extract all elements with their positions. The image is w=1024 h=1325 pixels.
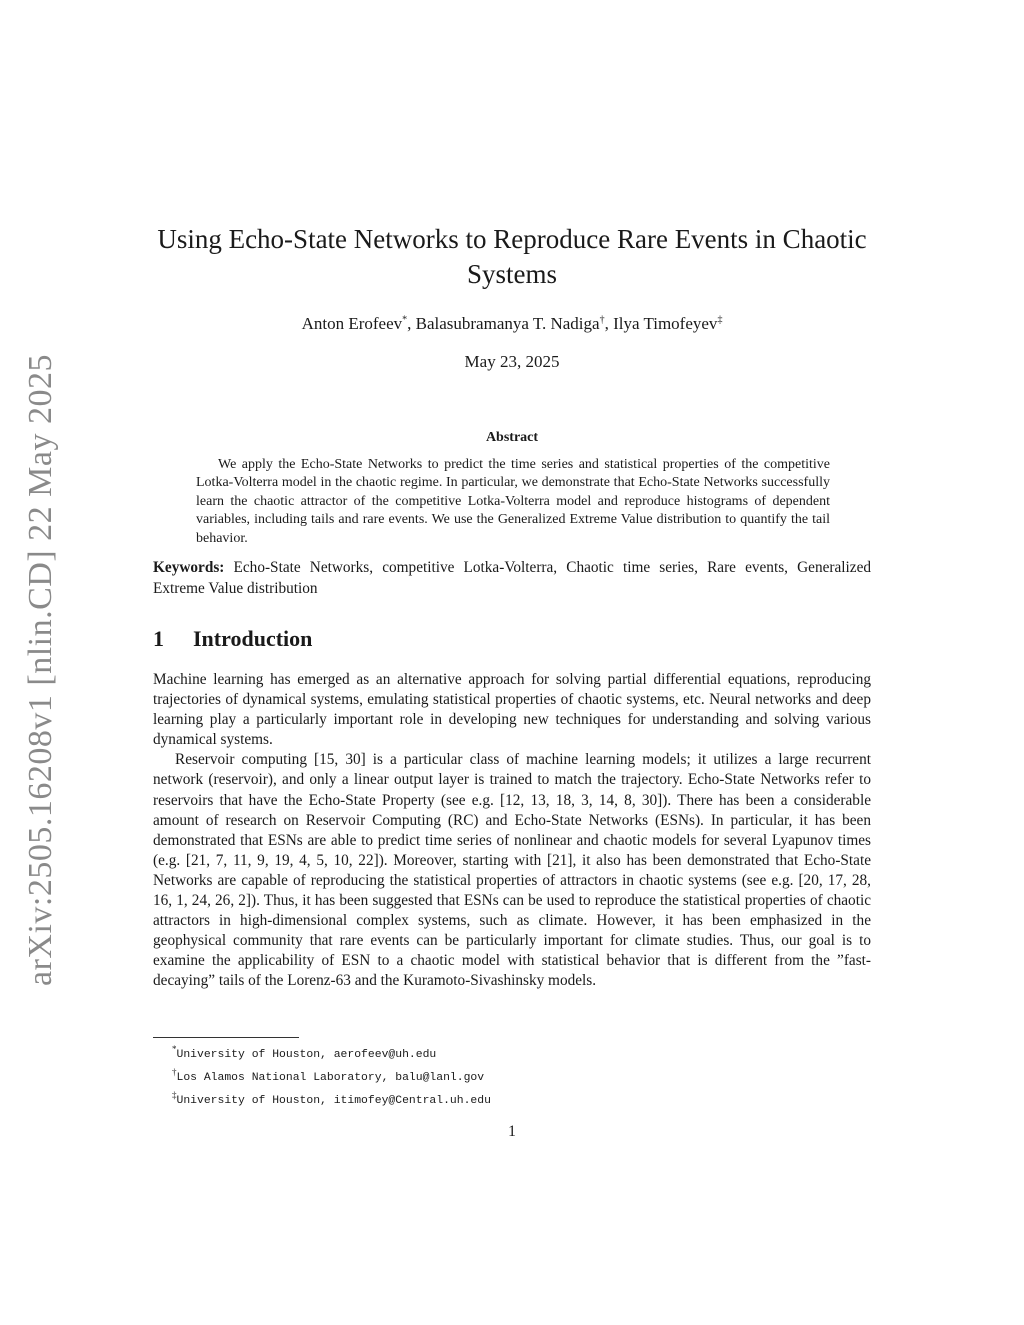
section-number: 1	[153, 626, 164, 651]
author-mark: *	[402, 314, 408, 326]
section-heading	[153, 626, 312, 652]
paragraph: Reservoir computing [15, 30] is a particular class of machine learning models; it utilizes a large recurrent network (reservoir), and only a linear output layer is trained to match the trajectory. Echo-State Networks refer to reservoirs that have the Echo-State Property (see e.g. [12, 13, 18, 3, 14, 8, 30]). There has been a considerable amount of research on Reservoir Computing (RC) and Echo-State Networks (ESNs). In particular, it has been demonstrated that ESNs are able to predict time series of nonlinear and chaotic models for several Lyapunov times (e.g. [21, 7, 11, 9, 19, 4, 5, 10, 22]). Moreover, starting with [21], it also has been demonstrated that Echo-State Networks are capable of reproducing the statistical properties of attractors in chaotic systems (see e.g. [20, 17, 28, 16, 1, 24, 26, 2]). Thus, it has been suggested that ESNs can be used to reproduce the statistical properties of chaotic attractors in high-dimensional complex systems, such as climate. However, it has been emphasized in the geophysical community that rare events can be particularly important for climate studies. Thus, our goal is to examine the applicability of ESN to a chaotic model with statistical behavior that is different from the ”fast-decaying” tails of the Lorenz-63 and the Kuramoto-Sivashinsky models.	[153, 751, 871, 990]
page-number: 1	[508, 1123, 516, 1140]
keywords-block	[153, 558, 871, 599]
paper-date: May 23, 2025	[464, 352, 560, 371]
footnote-text: University of Houston, aerofeev@uh.edu	[176, 1048, 437, 1061]
abstract-text: We apply the Echo-State Networks to predict the time series and statistical properties of the competitive Lotka-Volterra model in the chaotic regime. In particular, we demonstrate that Echo-State Networks successfully learn the chaotic attractor of the competitive Lotka-Volterra model and reproduce histograms of dependent variables, including tails and rare events. We use the Generalized Extreme Value distribution to quantify the tail behavior.	[196, 457, 830, 546]
author-mark: †	[599, 314, 605, 326]
author-list	[150, 314, 874, 334]
keywords-text: Echo-State Networks, competitive Lotka-Volterra, Chaotic time series, Rare events, Generalized Extreme Value distribution	[153, 559, 872, 597]
footnotes	[172, 1041, 491, 1109]
paragraph: Machine learning has emerged as an alternative approach for solving partial differential equations, reproducing trajectories of dynamical systems, emulating statistical properties of chaotic systems, etc. Neural networks and deep learning play a particularly important role in developing new techniques for understanding and solving various dynamical systems.	[153, 671, 871, 749]
author-separator: ,	[604, 314, 614, 333]
keywords-label: Keywords:	[153, 559, 225, 576]
footnote-text: University of Houston, itimofey@Central.uh.edu	[176, 1094, 491, 1107]
arxiv-identifier: arXiv:2505.16208v1 [nlin.CD] 22 May 2025	[22, 354, 59, 986]
author-mark: ‡	[717, 314, 723, 326]
footnote-text: Los Alamos National Laboratory, balu@lanl.gov	[176, 1071, 485, 1084]
author-name: Balasubramanya T. Nadiga	[415, 314, 600, 333]
author-name: Anton Erofeev	[301, 314, 403, 333]
abstract-heading: Abstract	[485, 430, 539, 445]
arxiv-sidebar-stamp	[12, 350, 70, 990]
author-separator: ,	[407, 314, 416, 333]
footnote-mark: ‡	[172, 1089, 177, 1100]
footnote-mark: †	[172, 1066, 177, 1077]
footnote	[172, 1087, 491, 1110]
section-title: Introduction	[193, 626, 313, 651]
paper-title: Using Echo-State Networks to Reproduce Rare Events in Chaotic Systems	[157, 224, 867, 289]
footnote	[172, 1041, 491, 1064]
footnote-rule	[153, 1037, 299, 1038]
footnote-mark: *	[172, 1044, 177, 1054]
footnote	[172, 1064, 491, 1087]
author-name: Ilya Timofeyev	[613, 314, 718, 333]
section-body	[153, 670, 871, 992]
